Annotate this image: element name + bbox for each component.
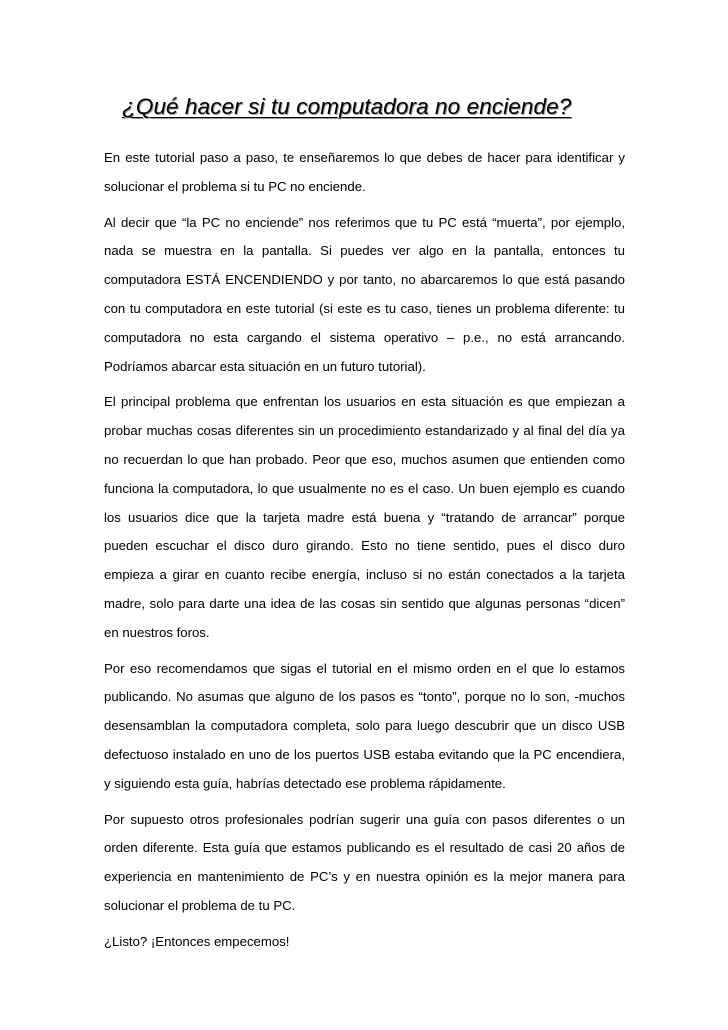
paragraph-definition: Al decir que “la PC no enciende” nos referimos que tu PC está “muerta”, por ejemplo, nada se muestra en la pantalla. Si puedes ver algo en la pantalla, entonces tu computadora ESTÁ ENCENDIENDO y por tanto, no abarcaremos lo que está pasando con tu computadora en este tutorial (si este es tu caso, tienes un problema diferente: tu computadora no esta cargando el sistema operativo – p.e., no está arrancando. Podríamos abarcar esta situación en un futuro tutorial). [104, 214, 625, 374]
paragraph-experience: Por supuesto otros profesionales podrían sugerir una guía con pasos diferentes o un orden diferente. Esta guía que estamos publicando es el resultado de casi 20 años de experiencia en mantenimiento de PC’s y en nuestra opinión es la mejor manera para solucionar el problema de tu PC. [104, 811, 625, 913]
document-body [104, 144, 625, 964]
paragraph-closing: ¿Listo? ¡Entonces empecemos! [104, 933, 290, 949]
document-title: ¿Qué hacer si tu computadora no enciende? [122, 94, 572, 119]
paragraph-intro: En este tutorial paso a paso, te enseñaremos lo que debes de hacer para identificar y solucionar el problema si tu PC no enciende. [104, 150, 625, 194]
paragraph-main-problem: El principal problema que enfrentan los usuarios en esta situación es que empiezan a probar muchas cosas diferentes sin un procedimiento estandarizado y al final del día ya no recuerdan lo que han probado. Peor que eso, muchos asumen que entienden como funciona la computadora, lo que usualmente no es el caso. Un buen ejemplo es cuando los usuarios dice que la tarjeta madre está buena y “tratando de arrancar” porque pueden escuchar el disco duro girando. Esto no tiene sentido, pues el disco duro empieza a girar en cuanto recibe energía, incluso si no están conectados a la tarjeta madre, solo para darte una idea de las cosas sin sentido que algunas personas “dicen” en nuestros foros. [104, 394, 625, 640]
paragraph-recommendation: Por eso recomendamos que sigas el tutorial en el mismo orden en el que lo estamos publicando. No asumas que alguno de los pasos es “tonto”, porque no lo son, -muchos desensamblan la computadora completa, solo para luego descubrir que un disco USB defectuoso instalado en uno de los puertos USB estaba evitando que la PC encendiera, y siguiendo esta guía, habrías detectado ese problema rápidamente. [104, 660, 625, 791]
